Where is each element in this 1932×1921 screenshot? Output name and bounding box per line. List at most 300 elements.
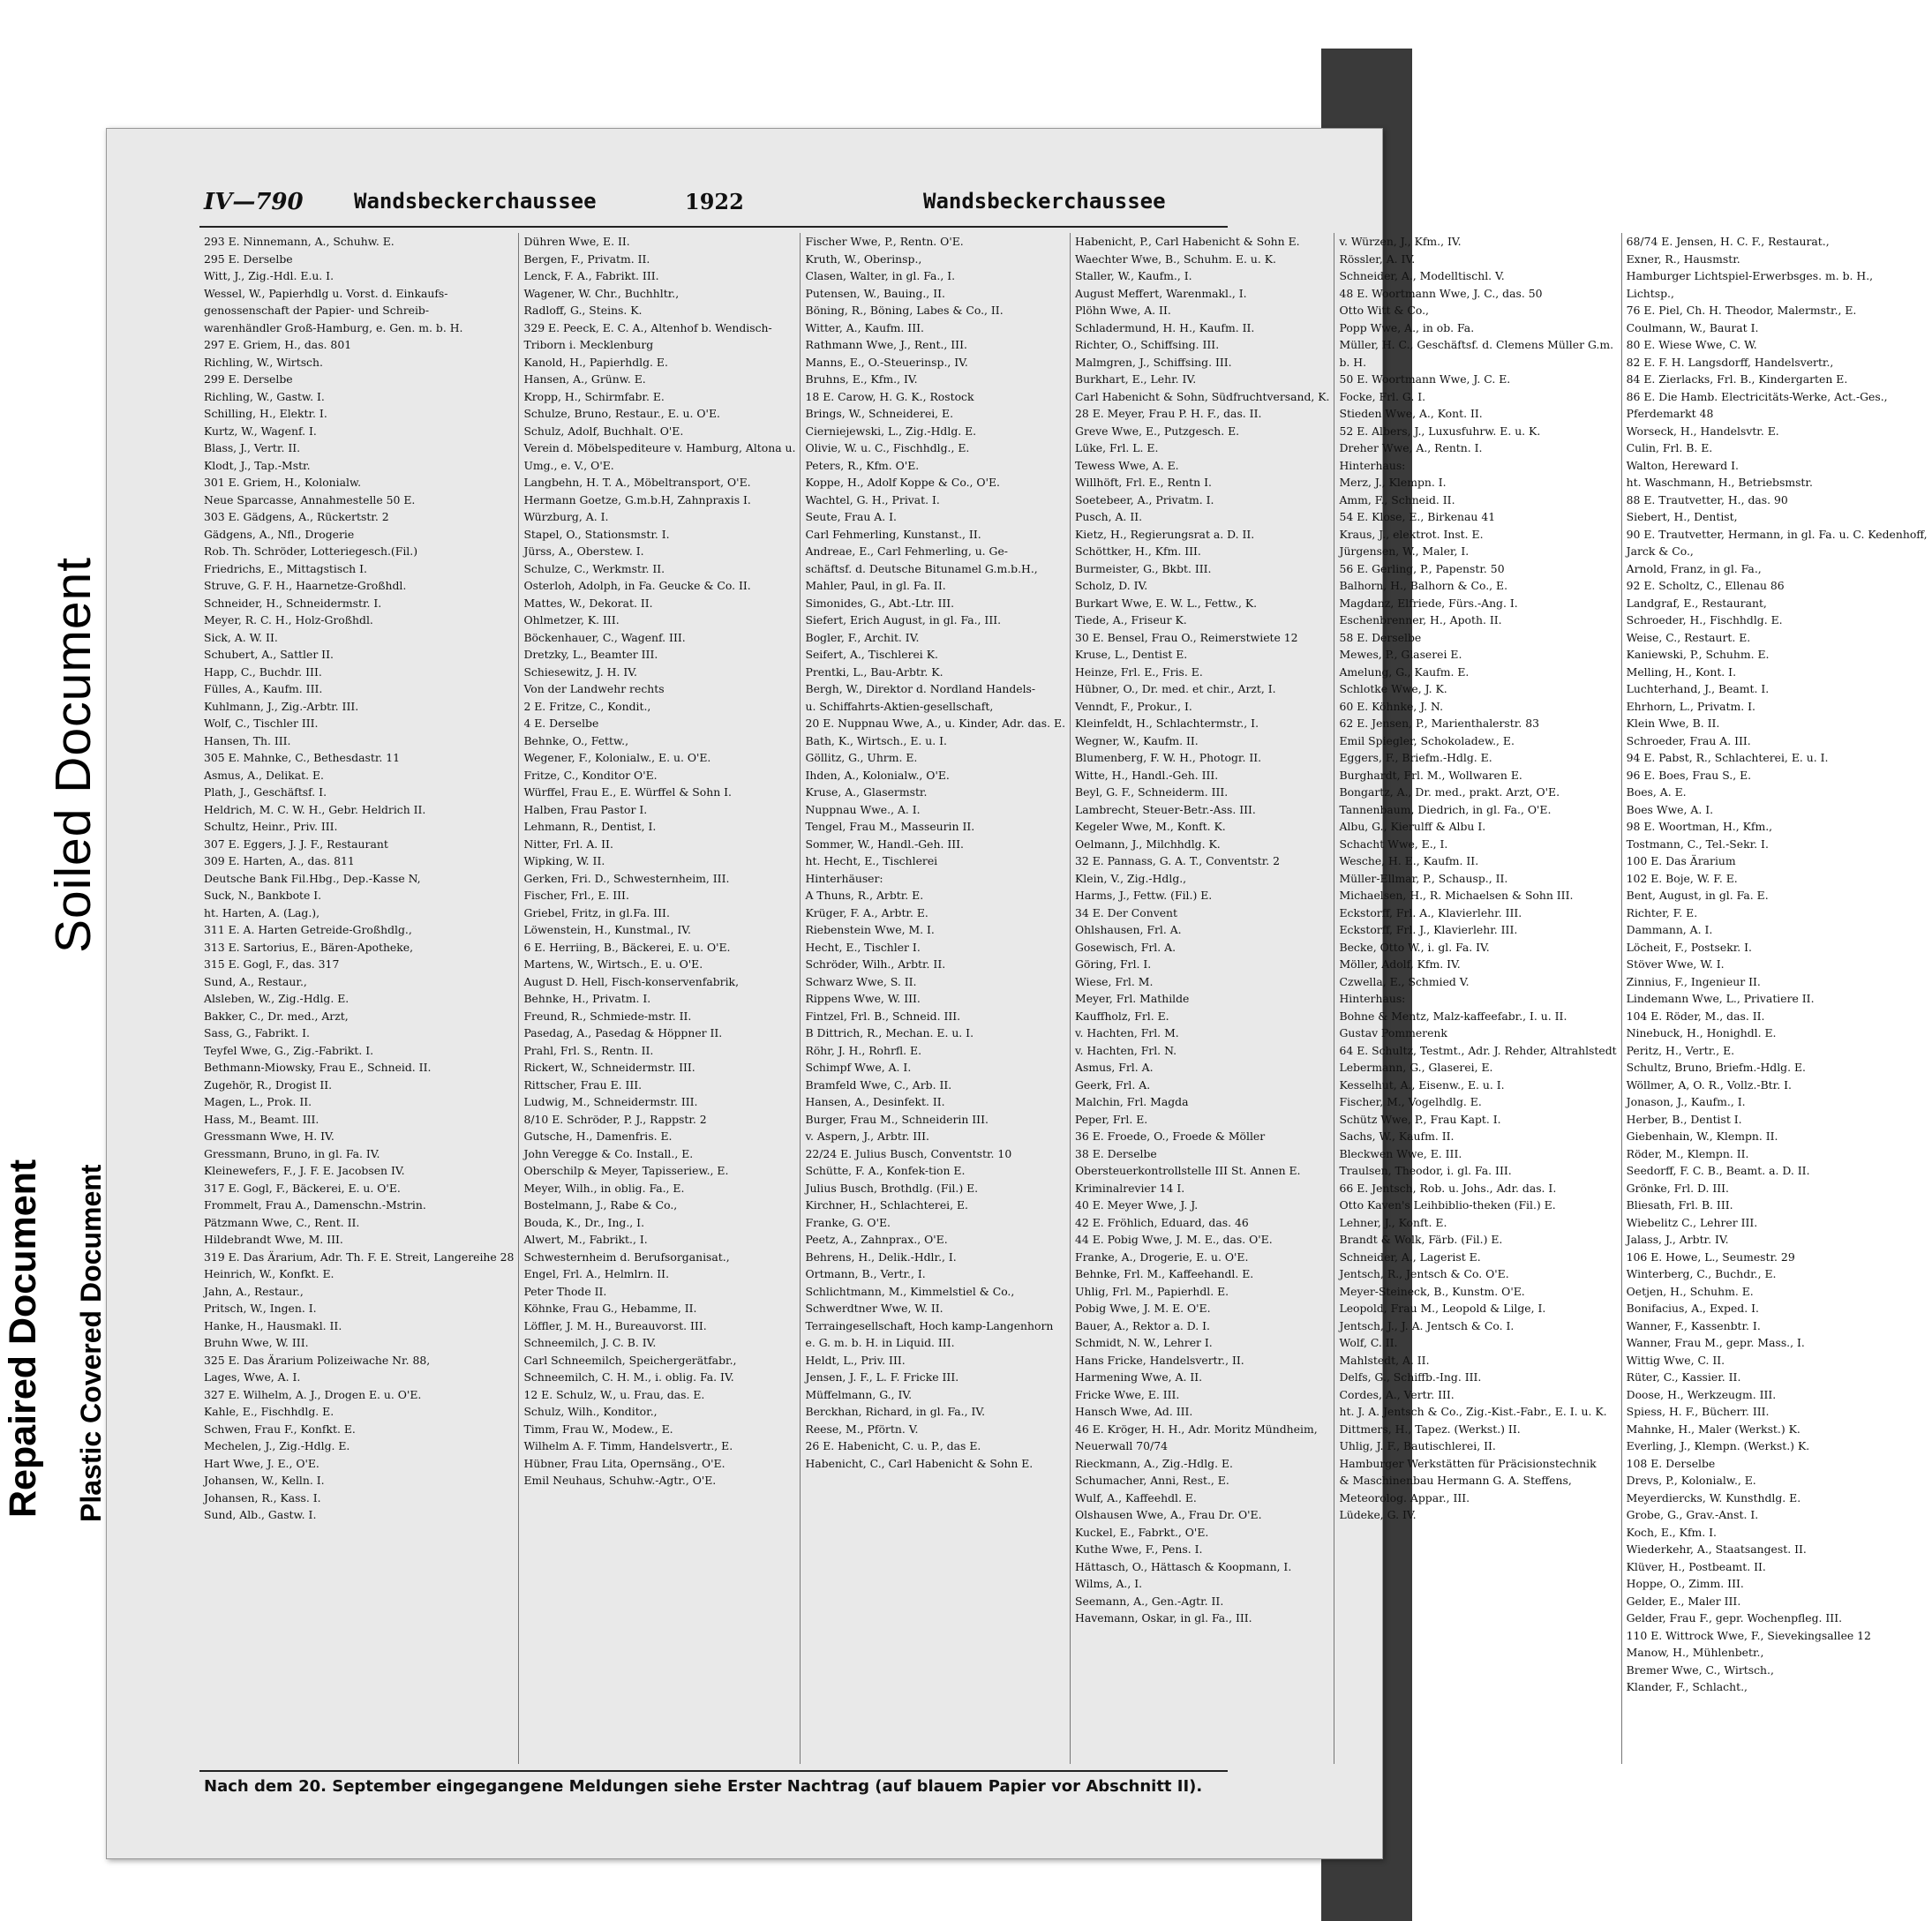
directory-entry: Hans Fricke, Handelsvertr., II. — [1075, 1353, 1244, 1367]
directory-entry: Malchin, Frl. Magda — [1075, 1095, 1189, 1108]
directory-entry: Peter Thode II. — [523, 1284, 607, 1298]
directory-entry: Havemann, Oskar, in gl. Fa., III. — [1075, 1611, 1252, 1625]
directory-entry: 44 E. Pobig Wwe, J. M. E., das. O'E. — [1075, 1233, 1273, 1246]
directory-entry: Kesselhut, A., Eisenw., E. u. I. — [1339, 1077, 1505, 1092]
directory-entry: Peetz, A., Zahnprax., O'E. — [805, 1233, 948, 1246]
directory-entry: Witt, J., Zig.-Hdl. E.u. I. — [204, 269, 335, 282]
directory-entry: Jentsch, J., J. A. Jentsch & Co. I. — [1339, 1318, 1515, 1332]
directory-entry: Schütte, F. A., Konfek-tion E. — [805, 1164, 966, 1177]
directory-entry: Prahl, Frl. S., Rentn. II. — [523, 1043, 654, 1057]
directory-entry: Hildebrandt Wwe, M. III. — [204, 1233, 343, 1246]
directory-entry: Witte, H., Handl.-Geh. III. — [1075, 768, 1219, 782]
directory-entry: Franke, A., Drogerie, E. u. O'E. — [1075, 1249, 1249, 1264]
directory-entry: Oberschilp & Meyer, Tapisseriew., E. — [523, 1164, 729, 1177]
directory-entry: Habenicht, P., Carl Habenicht & Sohn E. — [1075, 235, 1300, 248]
directory-entry: Ehrhorn, L., Privatm. I. — [1626, 699, 1755, 713]
directory-entry: Habenicht, C., Carl Habenicht & Sohn E. — [805, 1456, 1034, 1470]
directory-entry: Böckenhauer, C., Wagenf. III. — [523, 630, 686, 644]
directory-entry: Tiede, A., Friseur K. — [1075, 613, 1187, 627]
directory-entry: Mahler, Paul, in gl. Fa. II. — [805, 579, 946, 592]
directory-entry: Müffelmann, G., IV. — [805, 1387, 913, 1401]
directory-entry: Lüke, Frl. L. E. — [1075, 441, 1159, 454]
directory-entry: Von der Landwehr rechts — [523, 682, 665, 695]
directory-entry: Langbehn, H. T. A., Möbeltransport, O'E. — [523, 476, 751, 489]
directory-entry: 327 E. Wilhelm, A. J., Drogen E. u. O'E. — [204, 1387, 422, 1401]
directory-entry: Bethmann-Miowsky, Frau E., Schneid. II. — [204, 1061, 432, 1074]
directory-entry: Johansen, W., Kelln. I. — [204, 1474, 325, 1487]
directory-entry: Focke, Frl. G. I. — [1339, 389, 1426, 403]
directory-entry: Otto Kaven's Leihbiblio-theken (Fil.) E. — [1339, 1198, 1556, 1212]
directory-entry: Staller, W., Kaufm., I. — [1075, 269, 1192, 282]
directory-entry: Hass, M., Beamt. III. — [204, 1112, 319, 1126]
directory-entry: Griebel, Fritz, in gl.Fa. III. — [523, 905, 670, 919]
directory-entry: Teyfel Wwe, G., Zig.-Fabrikt. I. — [204, 1043, 374, 1057]
directory-entry: Göllitz, G., Uhrm. E. — [805, 751, 918, 764]
directory-entry: Schwerdtner Wwe, W. II. — [805, 1302, 943, 1315]
directory-entry: Meyer, Wilh., in oblig. Fa., E. — [523, 1181, 685, 1195]
footer-note: Nach dem 20. September eingegangene Meldungen siehe Erster Nachtrag (auf blauem Papier vor Abschnitt II). — [204, 1777, 1203, 1796]
directory-entry: Cordes, A., Vertr. III. — [1339, 1387, 1455, 1401]
directory-entry: 307 E. Eggers, J. J. F., Restaurant — [204, 837, 388, 851]
directory-entry: 325 E. Das Ärarium Polizeiwache Nr. 88, — [204, 1353, 431, 1367]
directory-entry: Koch, E., Kfm. I. — [1626, 1525, 1717, 1539]
directory-entry: Zinnius, F., Ingenieur II. — [1626, 974, 1761, 988]
directory-entry: Umg., e. V., O'E. — [523, 458, 614, 472]
directory-entry: Delfs, G., Schiffb.-Ing. III. — [1339, 1370, 1482, 1384]
directory-entry: Schneemilch, C. H. M., i. oblig. Fa. IV. — [523, 1370, 734, 1384]
directory-entry: 329 E. Peeck, E. C. A., Altenhof b. Wendisch- — [523, 320, 772, 334]
directory-entry: Wagener, W. Chr., Buchhltr., — [523, 286, 680, 300]
directory-entry: ht. Harten, A. (Lag.), — [204, 905, 320, 919]
directory-entry: Wanner, F., Kassenbtr. I. — [1626, 1318, 1761, 1332]
directory-entry: Meyerdiercks, W. Kunsthdlg. E. — [1626, 1490, 1801, 1505]
directory-entry: Hansen, A., Grünw. E. — [523, 372, 646, 386]
directory-entry: Fülles, A., Kaufm. III. — [204, 682, 323, 695]
directory-entry: 58 E. Derselbe — [1339, 630, 1422, 644]
directory-entry: Burmeister, G., Bkbt. III. — [1075, 561, 1212, 575]
directory-entry: Löffler, J. M. H., Bureauvorst. III. — [523, 1318, 707, 1332]
directory-entry: Schwarz Wwe, S. II. — [805, 974, 917, 988]
directory-entry: Hermann Goetze, G.m.b.H, Zahnpraxis I. — [523, 492, 751, 507]
directory-entry: Klander, F., Schlacht., — [1626, 1680, 1748, 1693]
directory-entry: Jürss, A., Oberstew. I. — [523, 544, 644, 558]
directory-entry: Ninebuck, H., Honighdl. E. — [1626, 1026, 1777, 1039]
directory-entry: Dammann, A. I. — [1626, 923, 1713, 936]
directory-entry: Osterloh, Adolph, in Fa. Geucke & Co. II. — [523, 579, 751, 592]
directory-entry: Tannenbaum, Diedrich, in gl. Fa., O'E. — [1339, 802, 1552, 816]
directory-entry: Müller, H. C., Geschäftsf. d. Clemens Müller G.m. — [1339, 338, 1614, 351]
directory-entry: Verein d. Möbelspediteure v. Hamburg, Altona u. — [523, 441, 796, 454]
directory-entry: Hecht, E., Tischler I. — [805, 940, 921, 954]
directory-entry: Behnke, Frl. M., Kaffeehandl. E. — [1075, 1267, 1254, 1280]
directory-entry: Schütz Wwe, P., Frau Kapt. I. — [1339, 1112, 1501, 1126]
directory-entry: Kuhlmann, J., Zig.-Arbtr. III. — [204, 699, 359, 713]
directory-entry: Zugehör, R., Drogist II. — [204, 1077, 333, 1092]
directory-entry: Ortmann, B., Vertr., I. — [805, 1267, 926, 1280]
directory-entry: Gressmann, Bruno, in gl. Fa. IV. — [204, 1146, 380, 1160]
directory-entry: Grönke, Frl. D. III. — [1626, 1181, 1729, 1195]
directory-entry: Bruhn Wwe, W. III. — [204, 1336, 309, 1349]
directory-entry: Plöhn Wwe, A. II. — [1075, 304, 1171, 317]
directory-entry: 32 E. Pannass, G. A. T., Conventstr. 2 — [1075, 854, 1281, 867]
directory-entry: Beyl, G. F., Schneiderm. III. — [1075, 785, 1229, 799]
directory-entry: Schroeder, Frau A. III. — [1626, 733, 1751, 747]
directory-entry: Kanold, H., Papierhdlg. E. — [523, 355, 668, 369]
directory-entry: Pritsch, W., Ingen. I. — [204, 1302, 317, 1315]
directory-entry: 100 E. Das Ärarium — [1626, 854, 1736, 867]
directory-entry: Halben, Frau Pastor I. — [523, 802, 648, 816]
directory-entry: schäftsf. d. Deutsche Bitunamel G.m.b.H., — [805, 561, 1038, 575]
directory-entry: Ludwig, M., Schneidermstr. III. — [523, 1095, 698, 1108]
directory-entry: Bakker, C., Dr. med., Arzt, — [204, 1009, 349, 1023]
directory-entry: v. Hachten, Frl. N. — [1075, 1043, 1177, 1057]
directory-entry: Boes, A. E. — [1626, 785, 1687, 799]
directory-entry: Jahn, A., Restaur., — [204, 1284, 304, 1298]
directory-entry: Seedorff, F. C. B., Beamt. a. D. II. — [1626, 1164, 1810, 1177]
directory-entry: Bostelmann, J., Rabe & Co., — [523, 1198, 678, 1212]
directory-entry: 96 E. Boes, Frau S., E. — [1626, 768, 1752, 782]
directory-entry: Oetjen, H., Schuhm. E. — [1626, 1284, 1754, 1298]
directory-entry: Lages, Wwe, A. I. — [204, 1370, 301, 1384]
directory-entry: e. G. m. b. H. in Liquid. III. — [805, 1336, 955, 1349]
directory-entry: Seemann, A., Gen.-Agtr. II. — [1075, 1594, 1224, 1608]
directory-entry: Eschenbrenner, H., Apoth. II. — [1339, 613, 1502, 627]
directory-entry: Wegener, F., Kolonialw., E. u. O'E. — [523, 751, 711, 764]
directory-entry: Blumenberg, F. W. H., Photogr. II. — [1075, 751, 1262, 764]
directory-entry: 94 E. Pabst, R., Schlachterei, E. u. I. — [1626, 751, 1829, 764]
directory-entry: Bauer, A., Rektor a. D. I. — [1075, 1318, 1210, 1332]
directory-entry: 18 E. Carow, H. G. K., Rostock — [805, 389, 974, 403]
directory-entry: Wittig Wwe, C. II. — [1626, 1353, 1725, 1367]
directory-entry: Wipking, W. II. — [523, 854, 605, 867]
directory-entry: Schneider, A., Modelltischl. V. — [1339, 269, 1505, 282]
directory-entry: Peper, Frl. E. — [1075, 1112, 1148, 1126]
directory-entry: Olivie, W. u. C., Fischhdlg., E. — [805, 441, 970, 454]
directory-entry: Hansen, A., Desinfekt. II. — [805, 1095, 945, 1108]
directory-entry: Schlotke Wwe, J. K. — [1339, 682, 1447, 695]
directory-entry: Kegeler Wwe, M., Konft. K. — [1075, 820, 1226, 833]
directory-entry: Hart Wwe, J. E., O'E. — [204, 1456, 319, 1470]
directory-entry: Pferdemarkt 48 — [1626, 407, 1714, 420]
directory-entry: Fischer, M., Vogelhdlg. E. — [1339, 1095, 1482, 1108]
directory-entry: 20 E. Nuppnau Wwe, A., u. Kinder, Adr. das. E. — [805, 717, 1066, 730]
directory-entry: Brings, W., Schneiderei, E. — [805, 407, 954, 420]
directory-entry: Röhr, J. H., Rohrfl. E. — [805, 1043, 922, 1057]
directory-entry: Jentsch, R., Jentsch & Co. O'E. — [1339, 1267, 1509, 1280]
directory-entry: Kahle, E., Fischhdlg. E. — [204, 1405, 335, 1418]
directory-entry: Amelung, G., Kaufm. E. — [1339, 664, 1470, 679]
directory-entry: Becke, Otto W., i. gl. Fa. IV. — [1339, 940, 1490, 954]
directory-entry: A Thuns, R., Arbtr. E. — [805, 889, 924, 902]
directory-entry: Heldrich, M. C. W. H., Gebr. Heldrich II. — [204, 802, 426, 816]
directory-entry: Prentki, L., Bau-Arbtr. K. — [805, 664, 943, 679]
directory-entry: 299 E. Derselbe — [204, 372, 293, 386]
directory-entry: Sick, A. W. II. — [204, 630, 278, 644]
directory-entry: Winterberg, C., Buchdr., E. — [1626, 1267, 1777, 1280]
directory-entry: v. Würzen, J., Kfm., IV. — [1339, 235, 1462, 248]
directory-entry: v. Aspern, J., Arbtr. III. — [805, 1129, 929, 1143]
directory-entry: Otto Witt & Co., — [1339, 304, 1429, 317]
directory-entry: Behnke, H., Privatm. I. — [523, 992, 651, 1005]
directory-entry: Lebermann, G., Glaserei, E. — [1339, 1061, 1493, 1074]
soiled-document-stamp: Soiled Document — [45, 556, 101, 953]
directory-entry: Schultz, Heinr., Priv. III. — [204, 820, 338, 833]
directory-entry: Röder, M., Klempn. II. — [1626, 1146, 1749, 1160]
directory-entry: Kruth, W., Oberinsp., — [805, 251, 922, 266]
directory-entry: 92 E. Scholtz, C., Ellenau 86 — [1626, 579, 1785, 592]
directory-entry: Stöver Wwe, W. I. — [1626, 957, 1725, 971]
directory-entry: Fritze, C., Konditor O'E. — [523, 768, 658, 782]
directory-entry: 80 E. Wiese Wwe, C. W. — [1626, 338, 1757, 351]
directory-entry: Hübner, O., Dr. med. et chir., Arzt, I. — [1075, 682, 1276, 695]
directory-entry: 8/10 E. Schröder, P. J., Rappstr. 2 — [523, 1112, 707, 1126]
directory-entry: Hättasch, O., Hättasch & Koopmann, I. — [1075, 1559, 1292, 1573]
directory-entry: Kriminalrevier 14 I. — [1075, 1181, 1185, 1195]
directory-entry: Schulz, Wilh., Konditor., — [523, 1405, 658, 1418]
directory-entry: Uhlig, J. F., Bautischlerei, II. — [1339, 1439, 1496, 1452]
directory-entry: Hübner, Frau Lita, Opernsäng., O'E. — [523, 1456, 725, 1470]
directory-entry: 303 E. Gädgens, A., Rückertstr. 2 — [204, 510, 389, 523]
directory-entry: Bath, K., Wirtsch., E. u. I. — [805, 733, 947, 747]
directory-entry: Malmgren, J., Schiffsing. III. — [1075, 355, 1232, 369]
directory-entry: Burkhart, E., Lehr. IV. — [1075, 372, 1197, 386]
directory-entry: Schulze, C., Werkmstr. II. — [523, 561, 665, 575]
directory-entry: 56 E. Gerling, P., Papenstr. 50 — [1339, 561, 1505, 575]
directory-entry: Gutsche, H., Damenfris. E. — [523, 1129, 673, 1143]
directory-entry: Gelder, Frau F., gepr. Wochenpfleg. III. — [1626, 1611, 1843, 1625]
directory-entry: Wessel, W., Papierhdlg u. Vorst. d. Einkaufs- — [204, 286, 448, 300]
directory-entry: Emil Neuhaus, Schuhw.-Agtr., O'E. — [523, 1474, 717, 1487]
directory-entry: Spiess, H. F., Bücherr. III. — [1626, 1405, 1770, 1418]
page-header — [204, 189, 1245, 221]
directory-entry: Schlichtmann, M., Kimmelstiel & Co., — [805, 1284, 1015, 1298]
directory-entry: Carl Schneemilch, Speichergerätfabr., — [523, 1353, 737, 1367]
directory-entry: Meyer, R. C. H., Holz-Großhdl. — [204, 613, 373, 627]
directory-entry: August D. Hell, Fisch-konservenfabrik, — [523, 974, 740, 988]
directory-entry: Schmidt, N. W., Lehrer I. — [1075, 1336, 1213, 1349]
directory-entry: Bramfeld Wwe, C., Arb. II. — [805, 1077, 952, 1092]
directory-entry: Bremer Wwe, C., Wirtsch., — [1626, 1662, 1774, 1677]
directory-entry: 108 E. Derselbe — [1626, 1456, 1716, 1470]
directory-entry: Manns, E., O.-Steuerinsp., IV. — [805, 355, 968, 369]
directory-entry: Löwenstein, H., Kunstmal., IV. — [523, 923, 691, 936]
directory-entry: Wanner, Frau M., gepr. Mass., I. — [1626, 1336, 1805, 1349]
directory-entry: Burger, Frau M., Schneiderin III. — [805, 1112, 989, 1126]
directory-entry: Kaniewski, P., Schuhm. E. — [1626, 648, 1770, 661]
street-title-right: Wandsbeckerchaussee — [923, 189, 1166, 214]
directory-entry: Andreae, E., Carl Fehmerling, u. Ge- — [805, 544, 1008, 558]
directory-entry: Kauffholz, Frl. E. — [1075, 1009, 1169, 1023]
directory-entry: Doose, H., Werkzeugm. III. — [1626, 1387, 1777, 1401]
directory-entry: Kraus, J., elektrot. Inst. E. — [1339, 527, 1484, 541]
directory-entry: Julius Busch, Brothdlg. (Fil.) E. — [805, 1181, 979, 1195]
directory-entry: Wiebelitz C., Lehrer III. — [1626, 1215, 1758, 1229]
directory-entry: 88 E. Trautvetter, H., das. 90 — [1626, 492, 1788, 507]
directory-entry: Magen, L., Prok. II. — [204, 1095, 312, 1108]
directory-entry: Blass, J., Vertr. II. — [204, 441, 301, 454]
directory-entry: Schneider, H., Schneidermstr. I. — [204, 596, 382, 610]
directory-entry: Asmus, A., Delikat. E. — [204, 768, 324, 782]
directory-entry: 42 E. Fröhlich, Eduard, das. 46 — [1075, 1215, 1249, 1229]
directory-entry: Göring, Frl. I. — [1075, 957, 1152, 971]
directory-entry: Köhnke, Frau G., Hebamme, II. — [523, 1302, 697, 1315]
directory-entry: Everling, J., Klempn. (Werkst.) K. — [1626, 1439, 1810, 1452]
directory-entry: 98 E. Woortman, H., Kfm., — [1626, 820, 1773, 833]
directory-entry: Klodt, J., Tap.-Mstr. — [204, 458, 311, 472]
directory-entry: Worseck, H., Handelsvtr. E. — [1626, 424, 1779, 438]
directory-entry: Gosewisch, Frl. A. — [1075, 940, 1176, 954]
directory-entry: Culin, Frl. B. E. — [1626, 441, 1713, 454]
directory-entry: Amm, F., Schneid. II. — [1339, 492, 1455, 507]
directory-entry: Schimpf Wwe, A. I. — [805, 1061, 912, 1074]
directory-entry: Löcheit, F., Postsekr. I. — [1626, 940, 1752, 954]
directory-entry: Melling, H., Kont. I. — [1626, 664, 1737, 679]
directory-entry: Klein Wwe, B. II. — [1626, 717, 1720, 730]
directory-entry: u. Schiffahrts-Aktien-gesellschaft, — [805, 699, 994, 713]
directory-entry: Sass, G., Fabrikt. I. — [204, 1026, 310, 1039]
directory-entry: Kleinewefers, F., J. F. E. Jacobsen IV. — [204, 1164, 405, 1177]
directory-entry: Neuerwall 70/74 — [1075, 1439, 1168, 1452]
directory-entry: Alwert, M., Fabrikt., I. — [523, 1233, 648, 1246]
column-6 — [1622, 233, 1932, 1764]
directory-entry: Martens, W., Wirtsch., E. u. O'E. — [523, 957, 703, 971]
directory-entry: Siebert, H., Dentist, — [1626, 510, 1738, 523]
directory-entry: Suck, N., Bankbote I. — [204, 889, 322, 902]
directory-entry: Albu, G., Kierulff & Albu I. — [1339, 820, 1486, 833]
directory-entry: Kirchner, H., Schlachterei, E. — [805, 1198, 968, 1212]
directory-entry: Schulz, Adolf, Buchhalt. O'E. — [523, 424, 684, 438]
directory-entry: 86 E. Die Hamb. Electricitäts-Werke, Act.-Ges., — [1626, 389, 1888, 403]
directory-entry: 66 E. Jentsch, Rob. u. Johs., Adr. das. I. — [1339, 1181, 1557, 1195]
directory-entry: Ihden, A., Kolonialw., O'E. — [805, 768, 950, 782]
directory-entry: 84 E. Zierlacks, Frl. B., Kindergarten E. — [1626, 372, 1848, 386]
directory-entry: Obersteuerkontrollstelle III St. Annen E. — [1075, 1164, 1301, 1177]
directory-entry: Struve, G. F. H., Haarnetze-Großhdl. — [204, 579, 407, 592]
directory-entry: Freund, R., Schmiede-mstr. II. — [523, 1009, 692, 1023]
directory-entry: Ohlmetzer, K. III. — [523, 613, 620, 627]
directory-entry: Riebenstein Wwe, M. I. — [805, 923, 935, 936]
directory-entry: Würzburg, A. I. — [523, 510, 609, 523]
directory-entry: Neue Sparcasse, Annahmestelle 50 E. — [204, 492, 416, 507]
directory-entry: Richling, W., Gastw. I. — [204, 389, 325, 403]
directory-entry: Bergen, F., Privatm. II. — [523, 251, 650, 266]
directory-entry: Gerken, Fri. D., Schwesternheim, III. — [523, 871, 730, 885]
directory-entry: Olshausen Wwe, A., Frau Dr. O'E. — [1075, 1508, 1262, 1521]
directory-entry: Tostmann, C., Tel.-Sekr. I. — [1626, 837, 1769, 851]
directory-entry: Lüdeke, G. IV. — [1339, 1508, 1417, 1521]
directory-entry: 50 E. Woortmann Wwe, J. C. E. — [1339, 372, 1511, 386]
directory-entry: Carl Fehmerling, Kunstanst., II. — [805, 527, 981, 541]
directory-entry: 34 E. Der Convent — [1075, 905, 1177, 919]
directory-entry: Hamburger Werkstätten für Präcisionstechnik — [1339, 1456, 1597, 1470]
directory-entry: Meteorolog. Appar., III. — [1339, 1490, 1470, 1505]
directory-entry: Simonides, G., Abt.-Ltr. III. — [805, 596, 955, 610]
directory-entry: Wolf, C., Tischler III. — [204, 717, 319, 730]
directory-entry: 110 E. Wittrock Wwe, F., Sievekingsallee 12 — [1626, 1628, 1871, 1642]
directory-entry: 54 E. Klose, E., Birkenau 41 — [1339, 510, 1496, 523]
directory-entry: Witter, A., Kaufm. III. — [805, 320, 924, 334]
directory-entry: Richter, O., Schiffsing. III. — [1075, 338, 1220, 351]
directory-entry: Putensen, W., Bauing., II. — [805, 286, 945, 300]
directory-entry: 64 E. Schultz, Testmt., Adr. J. Rehder, Altrahlstedt — [1339, 1043, 1617, 1057]
directory-entry: Schulze, Bruno, Restaur., E. u. O'E. — [523, 407, 720, 420]
directory-entry: Pobig Wwe, J. M. E. O'E. — [1075, 1302, 1211, 1315]
directory-entry: Sund, A., Restaur., — [204, 974, 307, 988]
column-2 — [519, 233, 801, 1764]
directory-entry: Harmening Wwe, A. II. — [1075, 1370, 1203, 1384]
directory-entry: Seifert, A., Tischlerei K. — [805, 648, 938, 661]
directory-entry: Plath, J., Geschäftsf. I. — [204, 785, 327, 799]
directory-entry: Meyer-Steineck, B., Kunstm. O'E. — [1339, 1284, 1525, 1298]
directory-entry: Kruse, A., Glasermstr. — [805, 785, 928, 799]
directory-entry: Coulmann, W., Baurat I. — [1626, 320, 1759, 334]
directory-entry: 68/74 E. Jensen, H. C. F., Restaurat., — [1626, 235, 1830, 248]
directory-entry: Scholz, D. IV. — [1075, 579, 1148, 592]
directory-entry: Jensen, J. F., L. F. Fricke III. — [805, 1370, 959, 1384]
directory-entry: Grobe, G., Grav.-Anst. I. — [1626, 1508, 1759, 1521]
directory-entry: Schladermund, H. H., Kaufm. II. — [1075, 320, 1255, 334]
directory-entry: 82 E. F. H. Langsdorff, Handelsvertr., — [1626, 355, 1834, 369]
directory-entry: Schiesewitz, J. H. IV. — [523, 664, 637, 679]
directory-entry: Heinrich, W., Konfkt. E. — [204, 1267, 335, 1280]
directory-entry: Pätzmann Wwe, C., Rent. II. — [204, 1215, 360, 1229]
directory-entry: 36 E. Froede, O., Froede & Möller — [1075, 1129, 1266, 1143]
directory-entry: Wiese, Frl. M. — [1075, 974, 1154, 988]
directory-entry: Triborn i. Mecklenburg — [523, 338, 654, 351]
directory-entry: Mattes, W., Dekorat. II. — [523, 596, 653, 610]
directory-entry: 6 E. Herriing, B., Bäckerei, E. u. O'E. — [523, 940, 731, 954]
directory-entry: 60 E. Köhnke, J. N. — [1339, 699, 1444, 713]
directory-entry: Brandt & Wolk, Färb. (Fil.) E. — [1339, 1233, 1503, 1246]
footer-rule — [199, 1770, 1228, 1772]
directory-entry: Clasen, Walter, in gl. Fa., I. — [805, 269, 956, 282]
year-label: 1922 — [685, 189, 744, 214]
directory-entry: Wachtel, G. H., Privat. I. — [805, 492, 940, 507]
directory-entry: Stapel, O., Stationsmstr. I. — [523, 527, 670, 541]
directory-entry: 106 E. Howe, L., Seumestr. 29 — [1626, 1249, 1795, 1264]
directory-entry: Berckhan, Richard, in gl. Fa., IV. — [805, 1405, 986, 1418]
directory-entry: Dreher Wwe, A., Rentn. I. — [1339, 441, 1483, 454]
directory-entry: Magdanz, Elfriede, Fürs.-Ang. I. — [1339, 596, 1518, 610]
directory-entry: Friedrichs, E., Mittagstisch I. — [204, 561, 367, 575]
directory-entry: Schroeder, H., Fischhdlg. E. — [1626, 613, 1783, 627]
directory-entry: Lehner, J., Konft. E. — [1339, 1215, 1447, 1229]
directory-entry: genossenschaft der Papier- und Schreib- — [204, 304, 430, 317]
directory-entry: Müller-Ellmar, P., Schausp., II. — [1339, 871, 1508, 885]
directory-page — [106, 128, 1928, 1859]
directory-entry: Uhlig, Frl. M., Papierhdl. E. — [1075, 1284, 1229, 1298]
directory-entry: Bergh, W., Direktor d. Nordland Handels- — [805, 682, 1036, 695]
directory-entry: Cierniejewski, L., Zig.-Hdlg. E. — [805, 424, 977, 438]
directory-entry: Rathmann Wwe, J., Rent., III. — [805, 338, 967, 351]
directory-entry: Schwen, Frau F., Konfkt. E. — [204, 1422, 356, 1436]
directory-entry: Wöllmer, A, O. R., Vollz.-Btr. I. — [1626, 1077, 1792, 1092]
directory-entry: 319 E. Das Ärarium, Adr. Th. F. E. Streit, Langereihe 28 — [204, 1249, 515, 1264]
directory-entry: Schultz, Bruno, Briefm.-Hdlg. E. — [1626, 1061, 1806, 1074]
directory-entry: Arnold, Franz, in gl. Fa., — [1626, 561, 1762, 575]
directory-entry: Bohne & Mentz, Malz-kaffeefabr., I. u. II. — [1339, 1009, 1567, 1023]
directory-entry: 46 E. Kröger, H. H., Adr. Moritz Mündheim, — [1075, 1422, 1318, 1436]
directory-entry: Dretzky, L., Beamter III. — [523, 648, 658, 661]
directory-entry: Manow, H., Mühlenbetr., — [1626, 1646, 1764, 1659]
directory-entry: Sund, Alb., Gastw. I. — [204, 1508, 317, 1521]
directory-entry: 305 E. Mahnke, C., Bethesdastr. 11 — [204, 751, 401, 764]
directory-entry: Drevs, P., Kolonialw., E. — [1626, 1474, 1756, 1487]
directory-entry: Traulsen, Theodor, i. gl. Fa. III. — [1339, 1164, 1512, 1177]
directory-entry: Behnke, O., Fettw., — [523, 733, 629, 747]
directory-entry: Tewess Wwe, A. E. — [1075, 458, 1179, 472]
directory-entry: Jalass, J., Arbtr. IV. — [1626, 1233, 1729, 1246]
